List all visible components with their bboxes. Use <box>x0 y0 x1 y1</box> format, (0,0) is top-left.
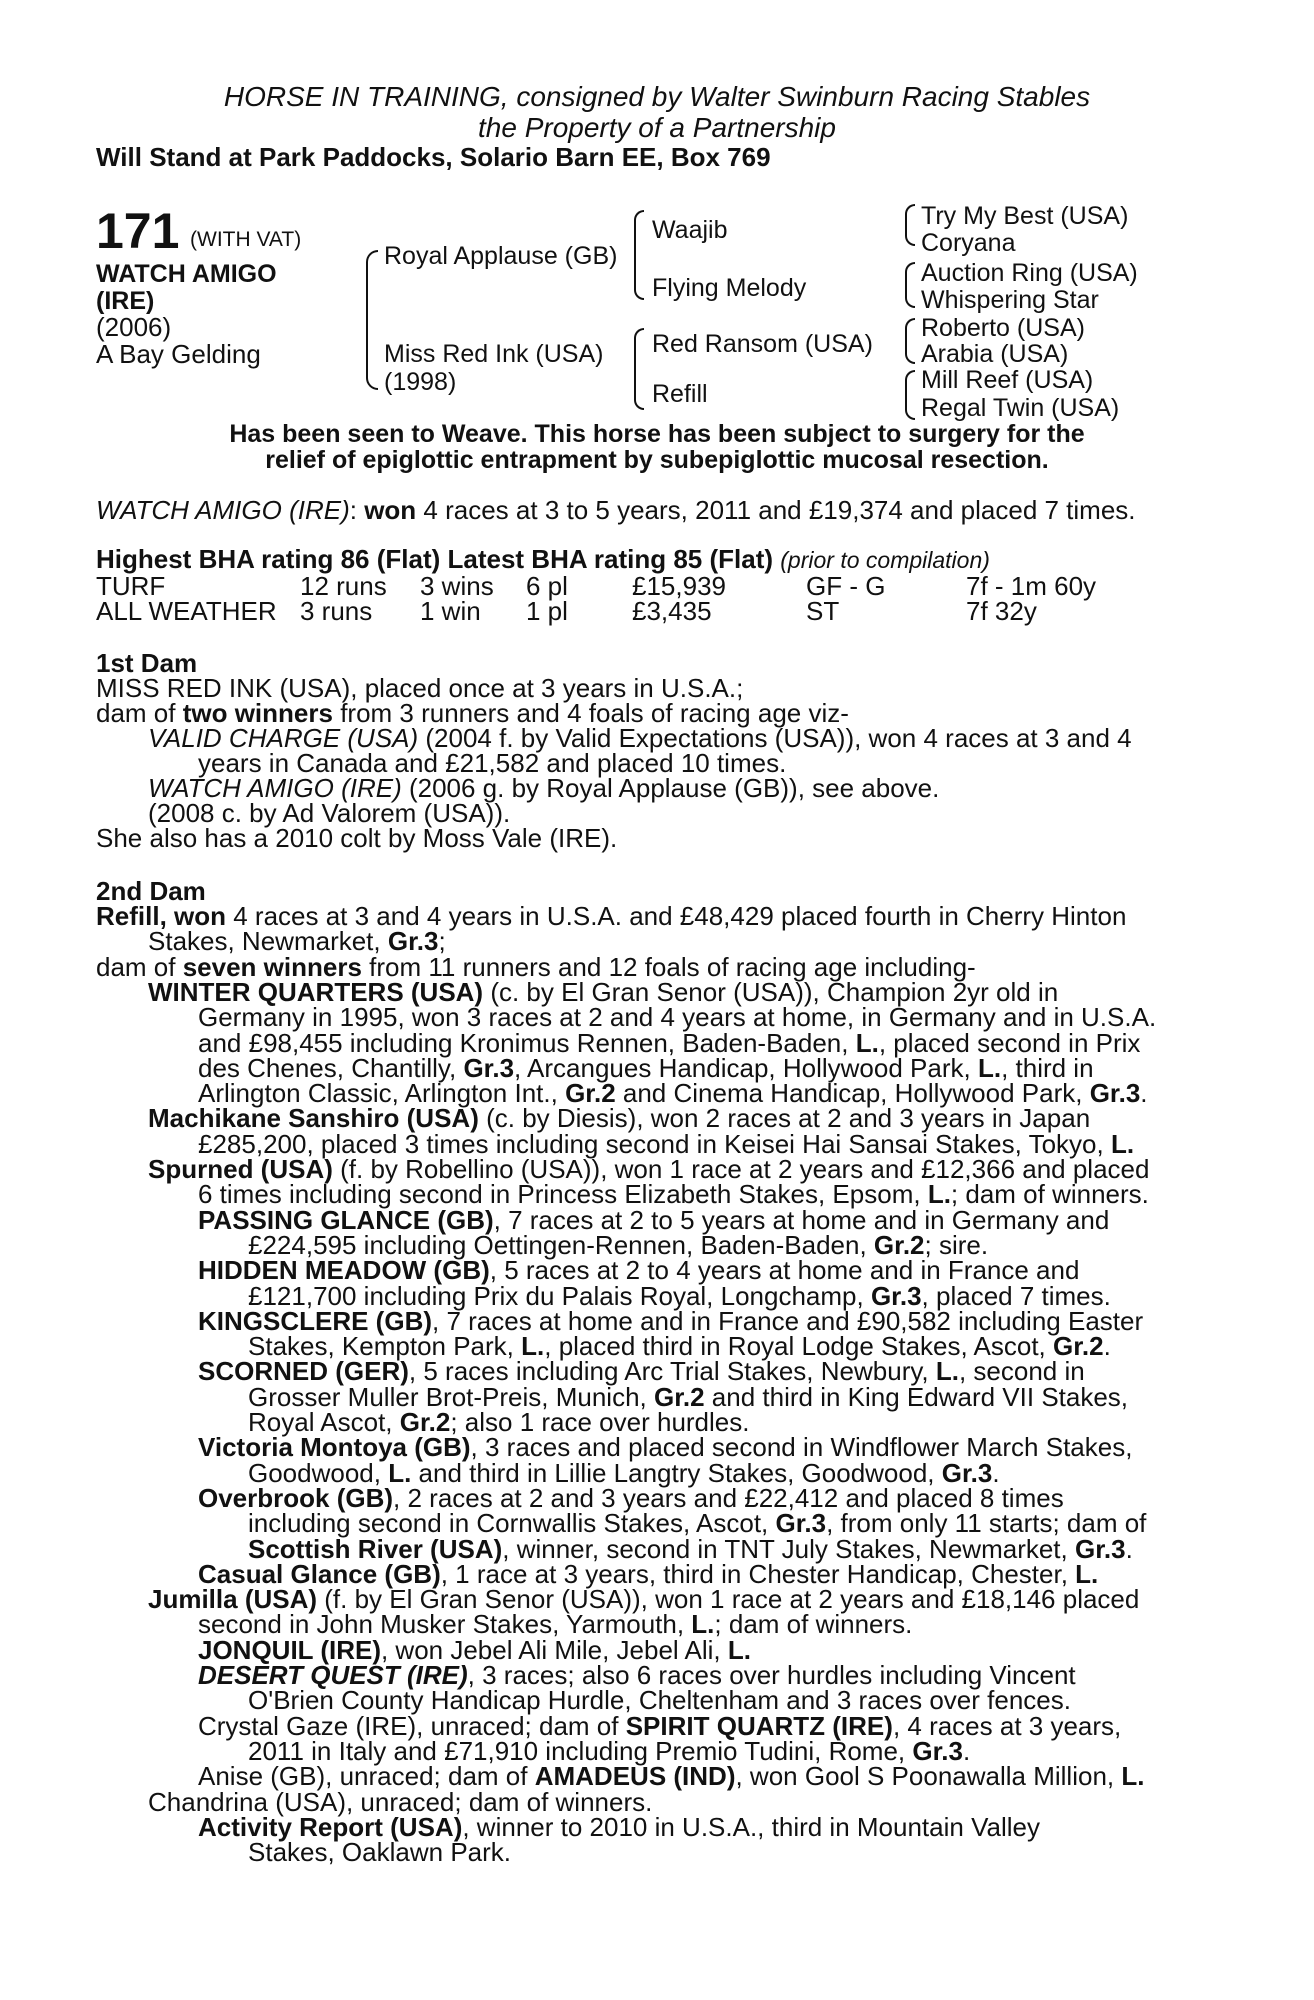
dam-dam: Refill <box>652 380 708 408</box>
second-dam-line <box>148 1786 653 1817</box>
first-dam-footnote: She also has a 2010 colt by Moss Vale (IRE). <box>96 823 618 853</box>
text: Goodwood, <box>248 1457 389 1488</box>
horse-country: (IRE) <box>96 287 155 315</box>
bold-text: L. <box>1075 1558 1099 1589</box>
bold-text: Gr.2 <box>653 1381 705 1412</box>
second-dam-line <box>198 1002 1157 1033</box>
text: and £98,455 including Kronimus Rennen, Baden-Baden, <box>198 1027 856 1058</box>
surface: ALL WEATHER <box>96 596 277 626</box>
g-brace-3 <box>905 318 915 364</box>
bold-text: Casual Glance (GB) <box>198 1558 441 1589</box>
bold-text: L. <box>521 1331 545 1362</box>
horse-description: A Bay Gelding <box>96 339 261 369</box>
ancestor-1: Try My Best (USA) <box>921 202 1129 230</box>
bold-text: Gr.3 <box>870 1280 922 1311</box>
text: and third in Lillie Langtry Stakes, Goodwood, <box>411 1457 942 1488</box>
prize-money: £3,435 <box>632 596 712 626</box>
text: , placed third in Royal Lodge Stakes, Ascot, <box>544 1331 1053 1362</box>
text: (f. by El Gran Senor (USA)), won 1 race at 2 years and £18,146 placed <box>317 1584 1140 1615</box>
placed: 1 pl <box>526 596 568 626</box>
text: , 3 races; also 6 races over hurdles including Vincent <box>467 1660 1076 1690</box>
bold-text: Machikane Sanshiro (USA) <box>148 1103 479 1134</box>
distance: 7f 32y <box>966 596 1037 626</box>
g-brace-4 <box>905 370 915 420</box>
foaling-year: (2006) <box>96 312 172 342</box>
wins: 1 win <box>420 596 481 626</box>
ancestor-4: Whispering Star <box>921 286 1099 314</box>
second-dam-line <box>248 1508 1147 1539</box>
second-dam-line <box>198 1128 1135 1159</box>
bold-text: Gr.2 <box>1053 1331 1104 1362</box>
ratings-heading: Highest BHA rating 86 (Flat) Latest BHA rating 85 (Flat) <box>96 544 774 574</box>
bold-text: JONQUIL (IRE) <box>198 1634 381 1665</box>
distance: 7f - 1m 60y <box>966 571 1097 601</box>
text: Anise (GB), unraced; dam of <box>198 1761 535 1792</box>
surface: TURF <box>96 571 166 601</box>
text: second in John Musker Stakes, Yarmouth, <box>198 1609 692 1640</box>
second-dam-line <box>198 1662 1076 1688</box>
bold-text: DESERT QUEST (IRE) <box>198 1660 468 1690</box>
produce-name: WATCH AMIGO (IRE) <box>148 773 402 803</box>
bold-text: Gr.3 <box>912 1735 963 1766</box>
second-dam-line <box>198 1027 1141 1058</box>
second-dam-line <box>96 903 1126 929</box>
summary-won: won <box>364 495 417 525</box>
text: and Cinema Handicap, Hollywood Park, <box>615 1078 1090 1109</box>
text: Stakes, Newmarket, <box>148 926 388 957</box>
ancestor-5: Roberto (USA) <box>921 314 1085 342</box>
second-dam-line <box>198 1811 1040 1842</box>
ancestor-6: Arabia (USA) <box>921 340 1069 368</box>
bold-text: KINGSCLERE (GB) <box>198 1305 432 1336</box>
bold-text: Gr.3 <box>1089 1078 1141 1109</box>
text: 6 times including second in Princess Elizabeth Stakes, Epsom, <box>198 1179 928 1210</box>
second-dam-line <box>198 1356 1085 1387</box>
text: , 7 races at 2 to 5 years at home and in Germany and <box>493 1204 1110 1235</box>
text: (c. by Diesis), won 2 races at 2 and 3 years in Japan <box>478 1103 1091 1134</box>
text: , third in <box>1001 1052 1094 1083</box>
bold-text: L. <box>727 1634 751 1665</box>
bold-text: Gr.2 <box>873 1229 925 1260</box>
bold-text: Victoria Montoya (GB) <box>198 1432 471 1463</box>
ancestor-2: Coryana <box>921 229 1016 257</box>
bold-text: L. <box>935 1356 959 1387</box>
text: . <box>1103 1331 1111 1362</box>
second-dam-line <box>198 1432 1133 1463</box>
text: from 3 runners and 4 foals of racing age viz- <box>332 698 849 728</box>
second-dam-line <box>198 1482 1064 1513</box>
second-dam-line <box>198 1710 1122 1741</box>
second-dam-line <box>248 1685 1071 1716</box>
text: Royal Ascot, <box>248 1407 400 1437</box>
bold-text: Spurned (USA) <box>148 1154 333 1184</box>
second-dam-line <box>198 1078 1148 1109</box>
prize-money: £15,939 <box>632 571 726 601</box>
bold-text: L. <box>1110 1128 1135 1159</box>
produce-name: VALID CHARGE (USA) <box>148 723 419 753</box>
vat-note: (WITH VAT) <box>190 228 302 251</box>
text: , placed 7 times. <box>921 1280 1111 1311</box>
bold-text: Gr.2 <box>565 1078 616 1109</box>
second-dam-line <box>198 1052 1094 1083</box>
text: Grosser Muller Brot-Preis, Munich, <box>248 1381 654 1412</box>
text: , 7 races at home and in France and £90,582 including Easter <box>432 1305 1144 1336</box>
text: . <box>1140 1078 1148 1109</box>
second-dam-line <box>248 1381 1129 1412</box>
bold-text: WINTER QUARTERS (USA) <box>148 976 484 1007</box>
text: , 4 races at 3 years, <box>892 1710 1122 1741</box>
produce-text: (2006 g. by Royal Applause (GB)), see above. <box>401 773 940 803</box>
runs: 3 runs <box>300 596 373 626</box>
text: , Arcangues Handicap, Hollywood Park, <box>514 1052 978 1083</box>
bold-text: Scottish River (USA) <box>248 1533 503 1564</box>
text: ; <box>438 926 446 957</box>
text: 2011 in Italy and £71,910 including Premio Tudini, Rome, <box>248 1735 913 1766</box>
sire-parents-brace <box>634 210 644 300</box>
second-dam-heading: 2nd Dam <box>96 876 206 906</box>
text: (c. by El Gran Senor (USA)), Champion 2yr old in <box>483 976 1059 1007</box>
sire-name: Royal Applause (GB) <box>384 242 618 270</box>
text: , 5 races at 2 to 4 years at home and in France and <box>489 1255 1080 1286</box>
bold-text: Gr.3 <box>387 926 439 957</box>
summary-horse-name: WATCH AMIGO (IRE) <box>96 495 350 525</box>
summary-text: 4 races at 3 to 5 years, 2011 and £19,374 and placed 7 times. <box>423 495 1136 525</box>
lot-number: 171 <box>96 203 180 259</box>
wins: 3 wins <box>420 571 494 601</box>
text: , winner, second in TNT July Stakes, Newmarket, <box>502 1533 1075 1564</box>
bold-text: Refill, won <box>96 901 226 931</box>
text: from 11 runners and 12 foals of racing age including- <box>361 951 976 982</box>
text: des Chenes, Chantilly, <box>198 1052 464 1083</box>
second-dam-line <box>148 976 1059 1007</box>
placed: 6 pl <box>526 571 568 601</box>
second-dam-line <box>248 1457 1000 1488</box>
first-dam-line: MISS RED INK (USA), placed once at 3 years in U.S.A.; <box>96 673 744 703</box>
bold-text: Gr.3 <box>1074 1533 1126 1564</box>
text: O'Brien County Handicap Hurdle, Cheltenham and 3 races over fences. <box>248 1685 1071 1716</box>
text: Stakes, Oaklawn Park. <box>248 1837 511 1868</box>
text: £224,595 including Oettingen-Rennen, Baden-Baden, <box>248 1229 874 1260</box>
text: , second in <box>958 1356 1085 1387</box>
text: Arlington Classic, Arlington Int., <box>198 1078 566 1109</box>
text: . <box>1125 1533 1133 1564</box>
second-dam-line <box>198 1179 1149 1210</box>
winners-count: two winners <box>182 698 333 728</box>
second-dam-line <box>148 1103 1091 1134</box>
bold-text: PASSING GLANCE (GB) <box>198 1204 494 1235</box>
bold-text: Gr.3 <box>941 1457 993 1488</box>
ancestor-7: Mill Reef (USA) <box>921 366 1094 394</box>
text: £285,200, placed 3 times including second in Keisei Hai Sansai Stakes, Tokyo, <box>198 1128 1111 1159</box>
text: Germany in 1995, won 3 races at 2 and 4 years at home, in Germany and in U.S.A. <box>198 1002 1157 1033</box>
location-line: Will Stand at Park Paddocks, Solario Barn EE, Box 769 <box>96 142 771 172</box>
text: , 2 races at 2 and 3 years and £22,412 and placed 8 times <box>393 1482 1064 1513</box>
bold-text: AMADEUS (IND) <box>534 1761 736 1792</box>
text: ; sire. <box>924 1229 989 1260</box>
bold-text: Activity Report (USA) <box>198 1811 463 1842</box>
text: £121,700 including Prix du Palais Royal, Longchamp, <box>248 1280 871 1311</box>
veterinary-note-line1: Has been seen to Weave. This horse has been subject to surgery for the <box>229 420 1085 448</box>
second-dam-line <box>248 1735 971 1766</box>
g-brace-2 <box>905 262 915 308</box>
text: (f. by Robellino (USA)), won 1 race at 2 years and £12,366 and placed <box>332 1154 1150 1184</box>
second-dam-line <box>198 1255 1080 1286</box>
bold-text: SCORNED (GER) <box>198 1356 409 1387</box>
second-dam-line <box>248 1533 1133 1564</box>
bold-text: SPIRIT QUARTZ (IRE) <box>625 1710 893 1741</box>
property-line: the Property of a Partnership <box>478 112 836 143</box>
horse-name: WATCH AMIGO <box>96 260 277 288</box>
bold-text: L. <box>691 1609 715 1640</box>
second-dam-line <box>198 1761 1145 1792</box>
second-dam-line <box>248 1229 989 1260</box>
second-dam-line <box>248 1409 749 1435</box>
second-dam-line <box>248 1837 511 1868</box>
bold-text: Gr.3 <box>463 1052 515 1083</box>
second-dam-line <box>96 951 976 982</box>
bold-text: Gr.2 <box>399 1407 451 1437</box>
bold-text: Jumilla (USA) <box>148 1584 318 1615</box>
produce-entry-3: (2008 c. by Ad Valorem (USA)). <box>148 798 511 828</box>
veterinary-note-line2: relief of epiglottic entrapment by subepiglottic mucosal resection. <box>265 446 1049 474</box>
ancestor-3: Auction Ring (USA) <box>921 259 1138 287</box>
bold-text: Gr.3 <box>775 1508 827 1539</box>
text: , placed second in Prix <box>878 1027 1141 1058</box>
text: ; dam of winners. <box>714 1609 913 1640</box>
text: ; also 1 race over hurdles. <box>450 1407 750 1437</box>
dam-sire: Red Ransom (USA) <box>652 330 873 358</box>
second-dam-line <box>148 926 446 957</box>
second-dam-line <box>198 1305 1144 1336</box>
dam-name: Miss Red Ink (USA) <box>384 340 604 368</box>
text: Stakes, Kempton Park, <box>248 1331 522 1362</box>
bold-text: L. <box>1121 1761 1145 1792</box>
text: , 1 race at 3 years, third in Chester Handicap, Chester, <box>440 1558 1076 1589</box>
runs: 12 runs <box>300 571 387 601</box>
second-dam-line <box>198 1609 913 1640</box>
text: . <box>992 1457 1000 1488</box>
produce-text: (2004 f. by Valid Expectations (USA)), won 4 races at 3 and 4 <box>418 723 1132 753</box>
text: and third in King Edward VII Stakes, <box>704 1381 1129 1412</box>
text: dam of <box>96 951 183 982</box>
text: Crystal Gaze (IRE), unraced; dam of <box>198 1710 626 1741</box>
second-dam-line <box>148 1584 1140 1615</box>
second-dam-line <box>248 1331 1111 1362</box>
second-dam-line <box>148 1156 1149 1182</box>
sire-dam-brace <box>366 250 378 390</box>
sire-sire: Waajib <box>652 216 728 244</box>
bold-text: L. <box>855 1027 879 1058</box>
text: , 3 races and placed second in Windflower March Stakes, <box>470 1432 1133 1463</box>
text: including second in Cornwallis Stakes, Ascot, <box>248 1508 776 1539</box>
produce-entry-1-cont: years in Canada and £21,582 and placed 10 times. <box>198 748 787 778</box>
ratings-note: (prior to compilation) <box>780 547 990 573</box>
consignor-line: HORSE IN TRAINING, consigned by Walter Swinburn Racing Stables <box>223 81 1091 112</box>
bold-text: HIDDEN MEADOW (GB) <box>198 1255 490 1286</box>
second-dam-line <box>198 1204 1110 1235</box>
text: , 5 races including Arc Trial Stakes, Newbury, <box>408 1356 936 1387</box>
text: ; dam of winners. <box>950 1179 1149 1210</box>
ancestor-8: Regal Twin (USA) <box>921 394 1120 422</box>
dam-parents-brace <box>634 328 644 410</box>
bold-text: L. <box>927 1179 951 1210</box>
going: ST <box>806 596 840 626</box>
text: , winner to 2010 in U.S.A., third in Mountain Valley <box>462 1811 1040 1842</box>
g-brace-1 <box>905 204 915 246</box>
text: , won Gool S Poonawalla Million, <box>735 1761 1122 1792</box>
race-summary: WATCH AMIGO (IRE): won 4 races at 3 to 5 years, 2011 and £19,374 and placed 7 times. <box>96 495 1136 525</box>
bold-text: L. <box>388 1457 412 1488</box>
dam-year: (1998) <box>384 368 457 396</box>
text: . <box>962 1735 971 1766</box>
going: GF - G <box>806 571 886 601</box>
text: Chandrina (USA), unraced; dam of winners. <box>148 1786 653 1817</box>
first-dam-heading: 1st Dam <box>96 648 198 678</box>
bold-text: seven winners <box>182 951 362 982</box>
bha-ratings <box>96 546 990 573</box>
bold-text: Overbrook (GB) <box>198 1482 394 1513</box>
second-dam-line <box>198 1634 751 1665</box>
text: , won Jebel Ali Mile, Jebel Ali, <box>380 1634 728 1665</box>
bold-text: L. <box>977 1052 1002 1083</box>
text: 4 races at 3 and 4 years in U.S.A. and £48,429 placed fourth in Cherry Hinton <box>226 901 1127 931</box>
second-dam-line <box>198 1558 1099 1589</box>
text: dam of <box>96 698 183 728</box>
text: , from only 11 starts; dam of <box>826 1508 1147 1539</box>
second-dam-line <box>248 1280 1111 1311</box>
sire-dam: Flying Melody <box>652 274 807 302</box>
